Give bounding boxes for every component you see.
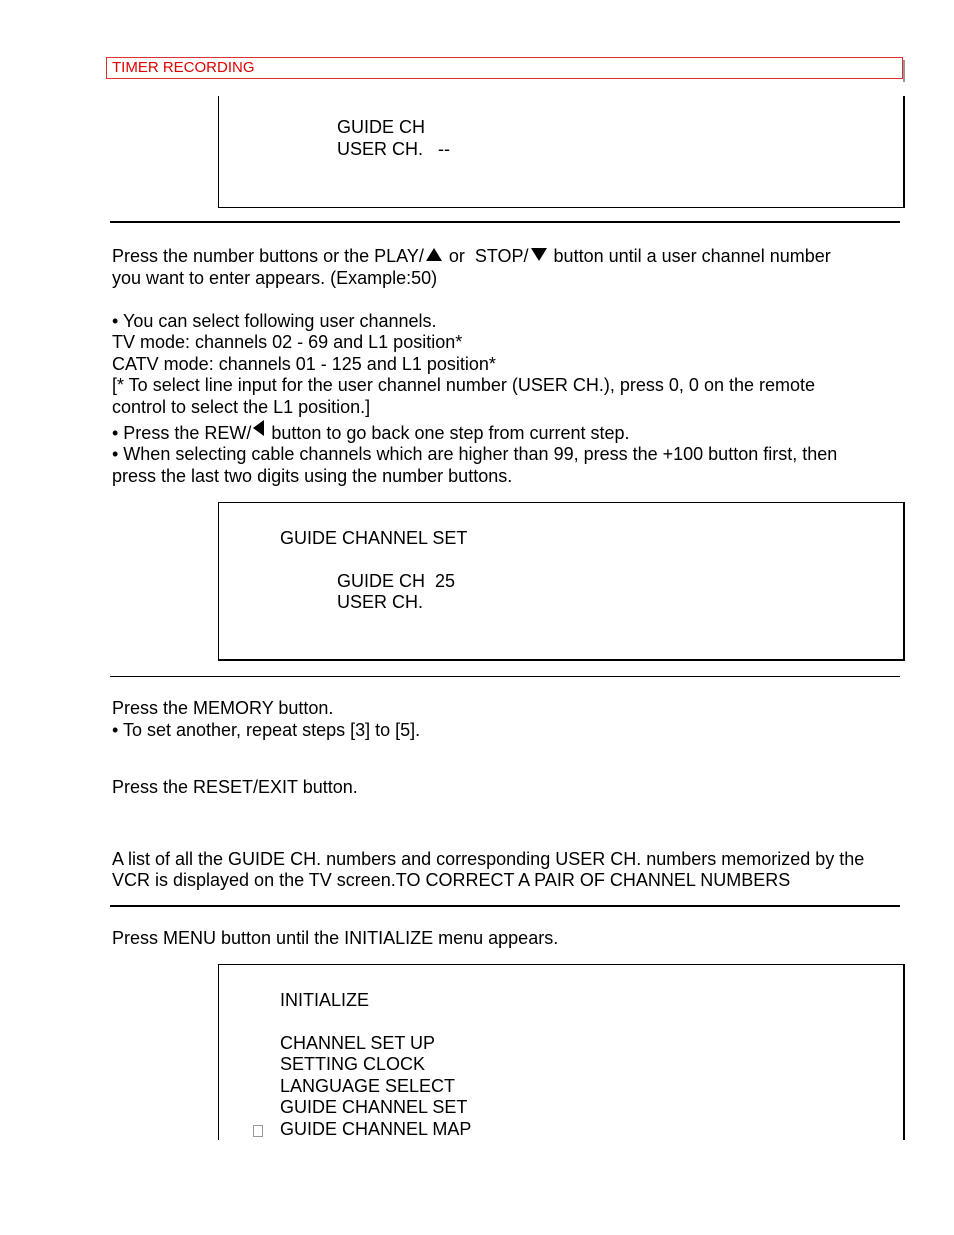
step-a-cable-1: • When selecting cable channels which are higher than 99, press the +100 button first, then	[112, 444, 838, 464]
divider-3	[110, 905, 900, 907]
divider-1	[110, 221, 900, 223]
left-triangle-icon	[253, 420, 264, 436]
screen1-user-ch: USER CH. --	[337, 139, 451, 159]
step-a-cable-2: press the last two digits using the number buttons.	[112, 466, 513, 486]
screen2-guide-ch: GUIDE CH 25	[337, 571, 456, 591]
screen1-guide-ch: GUIDE CH	[337, 117, 426, 137]
step-c-line-1: Press the RESET/EXIT button.	[112, 777, 358, 797]
rew-text-1: • Press the REW/	[112, 423, 252, 443]
step-d-line-1: A list of all the GUIDE CH. numbers and corresponding USER CH. numbers memorized by the	[112, 849, 865, 869]
step-a-text-1: Press the number buttons or the PLAY/	[112, 246, 424, 266]
step-b-line-2: • To set another, repeat steps [3] to [5].	[112, 720, 421, 740]
step-a-catv-mode: CATV mode: channels 01 - 125 and L1 position*	[112, 354, 496, 374]
down-triangle-icon	[531, 248, 547, 261]
step-a-tv-mode: TV mode: channels 02 - 69 and L1 position*	[112, 332, 463, 352]
step-b-line-1: Press the MEMORY button.	[112, 698, 334, 718]
screen2-user-ch: USER CH.	[337, 592, 424, 612]
step-a-line-1	[112, 246, 831, 268]
screen2-title: GUIDE CHANNEL SET	[280, 528, 468, 548]
section-header-title: TIMER RECORDING	[112, 59, 255, 76]
step-a-bullet-1: • You can select following user channels.	[112, 311, 437, 331]
osd-screen-1	[218, 96, 905, 208]
step-a-note-1: [* To select line input for the user channel number (USER CH.), press 0, 0 on the remote	[112, 375, 816, 395]
rew-text-2: button to go back one step from current step.	[266, 423, 630, 443]
divider-2	[110, 676, 900, 677]
step-a-text-3: button until a user channel number	[548, 246, 831, 266]
screen3-item-guide-channel-map: GUIDE CHANNEL MAP	[280, 1119, 472, 1139]
step-d-line-2: VCR is displayed on the TV screen.TO CORRECT A PAIR OF CHANNEL NUMBERS	[112, 870, 791, 890]
osd-screen-2	[218, 502, 905, 661]
screen3-item-setting-clock: SETTING CLOCK	[280, 1054, 426, 1074]
step-a-rew-line	[112, 423, 630, 445]
screen3-item-language-select: LANGUAGE SELECT	[280, 1076, 456, 1096]
cursor-box-icon	[253, 1124, 263, 1142]
screen3-item-guide-channel-set: GUIDE CHANNEL SET	[280, 1097, 468, 1117]
step-e-line-1: Press MENU button until the INITIALIZE menu appears.	[112, 928, 559, 948]
step-a-text-2: or STOP/	[443, 246, 529, 266]
screen3-title: INITIALIZE	[280, 990, 370, 1010]
screen3-item-channel-set-up: CHANNEL SET UP	[280, 1033, 436, 1053]
up-triangle-icon	[426, 248, 442, 261]
step-a-note-2: control to select the L1 position.]	[112, 397, 371, 417]
step-a-line-2: you want to enter appears. (Example:50)	[112, 268, 438, 288]
